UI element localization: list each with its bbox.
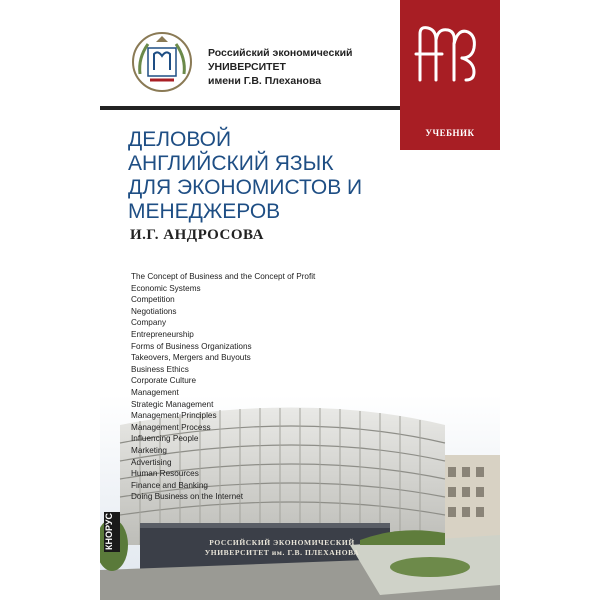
- list-item: The Concept of Business and the Concept of Profit: [131, 272, 316, 281]
- book-title-line3: ДЛЯ ЭКОНОМИСТОВ И МЕНЕДЖЕРОВ: [128, 176, 363, 223]
- list-item: Marketing: [131, 445, 167, 455]
- list-item: Management Process: [131, 422, 211, 432]
- university-name-line3: имени Г.В. Плеханова: [208, 75, 322, 87]
- list-item: Management: [131, 387, 179, 397]
- list-item: Business Ethics: [131, 364, 189, 374]
- list-item: Influencing People: [131, 434, 199, 444]
- list-item: Company: [131, 318, 167, 328]
- publisher-mark: КНОРУС: [104, 512, 120, 552]
- list-item: Takeovers, Mergers and Buyouts: [131, 353, 251, 363]
- list-item: Management Principles: [131, 411, 217, 421]
- book-title-line2: АНГЛИЙСКИЙ ЯЗЫК: [128, 152, 334, 175]
- book-title: [128, 128, 488, 224]
- list-item: Entrepreneurship: [131, 329, 194, 339]
- list-item: Economic Systems: [131, 283, 201, 293]
- list-item: Advertising: [131, 457, 172, 467]
- university-name-line2: УНИВЕРСИТЕТ: [208, 61, 286, 73]
- monogram-logo-icon: [412, 20, 488, 86]
- list-item: Corporate Culture: [131, 376, 197, 386]
- university-emblem-icon: [130, 30, 194, 94]
- list-item: Doing Business on the Internet: [131, 492, 243, 502]
- header-divider: [100, 106, 400, 110]
- topics-list: [131, 271, 391, 503]
- list-item: Finance and Banking: [131, 480, 208, 490]
- list-item: Forms of Business Organizations: [131, 341, 252, 351]
- textbook-label: УЧЕБНИК: [425, 128, 475, 138]
- university-name: [208, 46, 408, 88]
- university-name-line1: Российский экономический: [208, 47, 353, 59]
- book-cover: [100, 0, 500, 600]
- list-item: Strategic Management: [131, 399, 214, 409]
- list-item: Competition: [131, 295, 175, 305]
- book-title-line1: ДЕЛОВОЙ: [128, 128, 232, 151]
- book-author: И.Г. АНДРОСОВА: [130, 227, 264, 243]
- facade-sign-line2: УНИВЕРСИТЕТ им. Г.В. ПЛЕХАНОВА: [204, 548, 360, 557]
- facade-sign-line1: РОССИЙСКИЙ ЭКОНОМИЧЕСКИЙ: [209, 538, 355, 547]
- list-item: Human Resources: [131, 469, 199, 479]
- list-item: Negotiations: [131, 306, 177, 316]
- building-facade-sign: [192, 538, 372, 558]
